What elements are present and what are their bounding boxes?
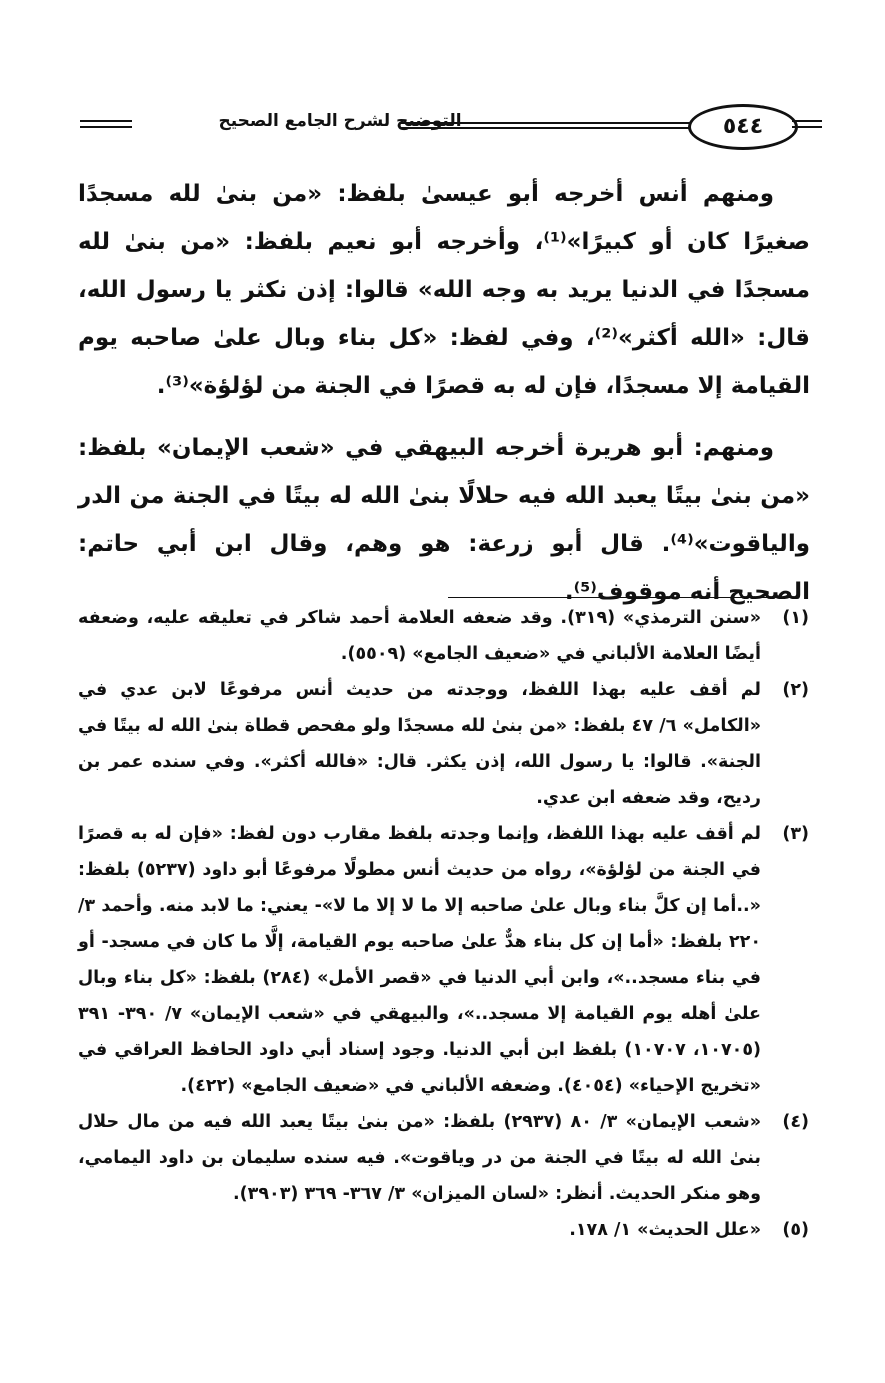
footnote-number: (١) [782,608,809,628]
footnote-text: «علل الحديث» ١/ ١٧٨. [569,1220,761,1240]
footnote-separator [448,597,790,598]
footnote [78,600,813,672]
footnote-number: (٣) [782,824,809,844]
footnote-number: (٥) [782,1220,809,1240]
footnote-number: (٤) [782,1112,809,1132]
footnote-number: (٢) [782,680,809,700]
footnote [78,1212,813,1248]
footnote-text: «شعب الإيمان» ٣/ ٨٠ (٢٩٣٧) بلفظ: «من بنىٰ بيتًا يعبد الله فيه من مال حلال بنىٰ الله له بيتًا في الجنة من در وياقوت». فيه سنده سليمان بن داود اليمامي، وهو منكر الحديث. أنظر: «لسان الميزان» ٣/ ٣٦٧- ٣٦٩ (٣٩٠٣). [78,1112,762,1204]
paragraph: ومنهم: أبو هريرة أخرجه البيهقي في «شعب الإيمان» بلفظ: «من بنىٰ بيتًا يعبد الله فيه حلالًا بنىٰ الله له بيتًا في الجنة من الدر والياقوت»⁽⁴⁾. قال أبو زرعة: هو وهم، وقال ابن أبي حاتم: الصحيح أنه موقوف⁽⁵⁾. [78,435,810,605]
footnote [78,816,813,1104]
paragraph: ومنهم أنس أخرجه أبو عيسىٰ بلفظ: «من بنىٰ لله مسجدًا صغيرًا كان أو كبيرًا»⁽¹⁾، وأخرجه أبو نعيم بلفظ: «من بنىٰ لله مسجدًا في الدنيا يريد به وجه الله» قالوا: إذن نكثر يا رسول الله، قال: «الله أكثر»⁽²⁾، وفي لفظ: «كل بناء وبال علىٰ صاحبه يوم القيامة إلا مسجدًا، فإن له به قصرًا في الجنة من لؤلؤة»⁽³⁾. [78,181,810,399]
footnotes [78,600,813,1248]
footnote-text: «سنن الترمذي» (٣١٩). وقد ضعفه العلامة أحمد شاكر في تعليقه عليه، وضعفه أيضًا العلامة الألباني في «ضعيف الجامع» (٥٥٠٩). [78,608,761,664]
page-header [70,90,815,170]
running-title: التوضيح لشرح الجامع الصحيح [218,111,462,131]
footnote-text: لم أقف عليه بهذا اللفظ، وإنما وجدته بلفظ مقارب دون لفظ: «فإن له به قصرًا في الجنة من لؤلؤة»، رواه من حديث أنس مطولًا مرفوعًا أبو داود (٥٢٣٧) بلفظ: «..أما إن كلَّ بناء وبال علىٰ صاحبه إلا ما لا إلا ما لا»- يعني: ما لابد منه. وأحمد ٣/ ٢٢٠ بلفظ: «أما إن كل بناء هدٌّ علىٰ صاحبه يوم القيامة، إلَّا ما كان في مسجد- أو في بناء مسجد..»، وابن أبي الدنيا في «قصر الأمل» (٢٨٤) بلفظ: «كل بناء وبال علىٰ أهله يوم القيامة إلا مسجد..»، والبيهقي في «شعب الإيمان» ٧/ ٣٩٠- ٣٩١ (١٠٧٠٥، ١٠٧٠٧) بلفظ ابن أبي الدنيا. وجود إسناد أبي داود الحافظ العراقي في «تخريج الإحياء» (٤٠٥٤). وضعفه الألباني في «ضعيف الجامع» (٤٢٢). [78,824,762,1096]
header-rule-left-top [80,120,132,122]
footnote [78,672,813,816]
footnote [78,1104,813,1212]
header-rule-left-bottom [80,126,132,128]
header-rule-far-right-top [792,120,822,122]
page-number: ٥٤٤ [688,104,798,150]
header-rule-right-bottom [400,127,690,129]
header-rule-right-top [400,122,690,124]
main-text [78,170,810,630]
footnote-text: لم أقف عليه بهذا اللفظ، ووجدته من حديث أنس مرفوعًا لابن عدي في «الكامل» ٦/ ٤٧ بلفظ: «من بنىٰ لله مسجدًا ولو مفحص قطاة بنىٰ الله له بيتًا في الجنة». قالوا: يا رسول الله، إذن يكثر. قال: «فالله أكثر». وفي سنده عمر بن رديح، وقد ضعفه ابن عدي. [78,680,762,808]
header-rule-far-right-bottom [792,126,822,128]
